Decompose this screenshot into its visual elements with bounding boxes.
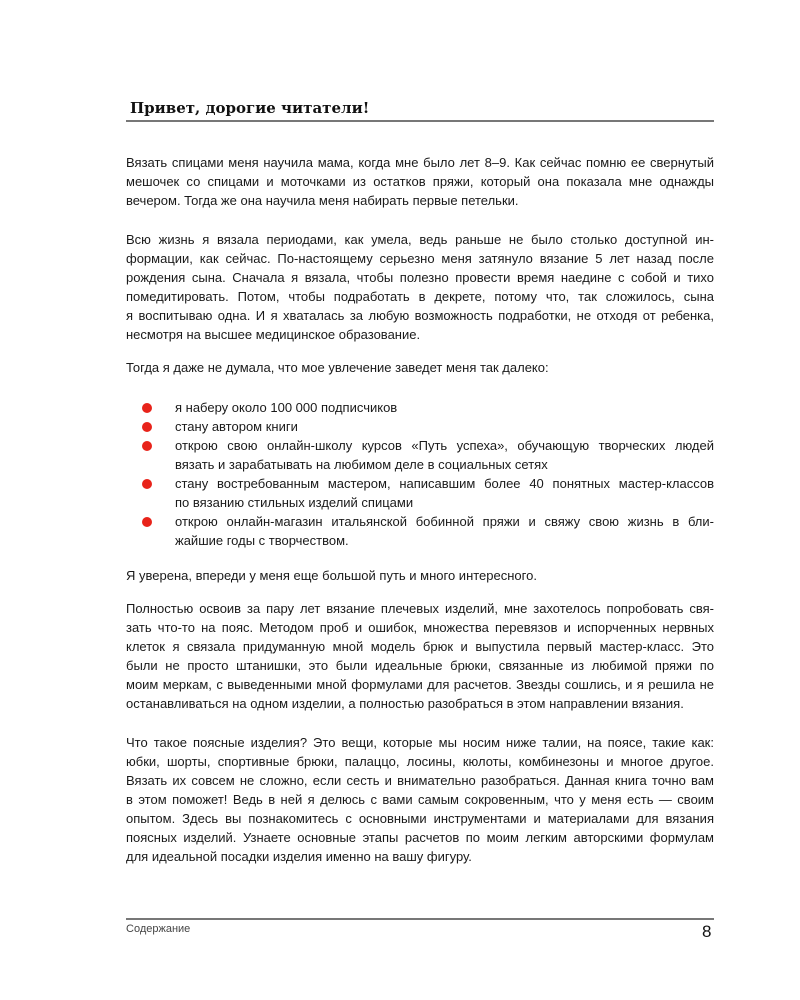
list-item-text: я наберу около 100 000 подписчиков	[175, 400, 398, 415]
list-item	[142, 436, 714, 474]
list-item-text: открою онлайн-магазин итальянской бобинной пряжи и свяжу свою жизнь в бли-	[175, 514, 714, 529]
list-item	[142, 398, 714, 417]
paragraph	[126, 230, 714, 344]
text-line: были не просто штанишки, это были идеальные брюки, связанные из любимой пряжи по	[126, 658, 714, 673]
footer-divider	[126, 918, 714, 920]
bullet-dot-icon	[142, 517, 152, 527]
text-line: помедитировать. Потом, чтобы подработать в декрете, потому что, так сложилось, сына	[126, 289, 714, 304]
text-line: Вязать спицами меня научила мама, когда мне было лет 8–9. Как сейчас помню ее свернутый	[126, 155, 714, 170]
text-line: моим меркам, с выведенными мной формулами для расчетов. Звезды сошлись, и я решила не	[126, 677, 714, 692]
bullet-dot-icon	[142, 479, 152, 489]
list-item-text: вязать и зарабатывать на любимом деле в социальных сетях	[175, 457, 548, 472]
text-line: несмотря на высшее медицинское образование.	[126, 327, 421, 342]
paragraph	[126, 358, 714, 377]
text-line: Я уверена, впереди у меня еще большой путь и много интересного.	[126, 568, 537, 583]
footer-section-link[interactable]: Содержание	[126, 923, 191, 935]
list-item-text: открою свою онлайн-школу курсов «Путь успеха», обучающую творческих людей	[175, 438, 714, 453]
text-line: вечером. Тогда же она научила меня набирать первые петельки.	[126, 193, 519, 208]
text-line: останавливаться на одном изделии, а полностью разобраться в этом направлении вязания.	[126, 696, 684, 711]
text-line: Что такое поясные изделия? Это вещи, которые мы носим ниже талии, на поясе, такие как:	[126, 735, 714, 750]
text-line: мешочек со спицами и моточками из остатков пряжи, который она показала мне однажды	[126, 174, 714, 189]
text-line: формации, как сейчас. По-настоящему серьезно меня затянуло вязание 5 лет назад после	[126, 251, 714, 266]
bullet-dot-icon	[142, 403, 152, 413]
list-item	[142, 512, 714, 550]
bullet-list	[142, 398, 714, 550]
bullet-dot-icon	[142, 441, 152, 451]
bullet-dot-icon	[142, 422, 152, 432]
text-line: клеток я связала придуманную мной модель брюк и выпустила первый мастер-класс. Это	[126, 639, 714, 654]
text-line: я воспитываю одна. И я хваталась за любую возможность подработки, не отходя от ребенка,	[126, 308, 714, 323]
list-item-text: стану востребованным мастером, написавшим более 40 понятных мастер-классов	[175, 476, 714, 491]
text-line: Полностью освоив за пару лет вязание плечевых изделий, мне захотелось попробовать свя-	[126, 601, 714, 616]
paragraph	[126, 599, 714, 713]
text-line: Вязать их совсем не сложно, если сесть и внимательно разобраться. Данная книга точно вам	[126, 773, 714, 788]
page-title: Привет, дорогие читатели!	[130, 99, 370, 117]
text-line: в этом поможет! Ведь в ней я делюсь с вами самым сокровенным, что у меня есть — своим	[126, 792, 714, 807]
text-line: зать что-то на пояс. Методом проб и ошибок, множества перевязов и испорченных нервных	[126, 620, 714, 635]
text-line: Всю жизнь я вязала периодами, как умела, ведь раньше не было столько доступной ин-	[126, 232, 714, 247]
list-item	[142, 474, 714, 512]
text-line: для идеальной посадки изделия именно на вашу фигуру.	[126, 849, 472, 864]
text-line: рождения сына. Сначала я вязала, чтобы полезно провести время наедине с собой и тихо	[126, 270, 714, 285]
title-divider	[126, 120, 714, 122]
list-item-text: по вязанию стильных изделий спицами	[175, 495, 414, 510]
text-line: Тогда я даже не думала, что мое увлечение заведет меня так далеко:	[126, 360, 549, 375]
list-item-text: стану автором книги	[175, 419, 298, 434]
list-item-text: жайшие годы с творчеством.	[175, 533, 349, 548]
text-line: юбки, шорты, спортивные брюки, палаццо, лосины, кюлоты, комбинезоны и многое другое.	[126, 754, 714, 769]
paragraph	[126, 566, 714, 585]
text-line: опытом. Здесь вы познакомитесь с основными инструментами и материалами для вязания	[126, 811, 714, 826]
paragraph	[126, 153, 714, 210]
list-item	[142, 417, 714, 436]
text-line: поясных изделий. Узнаете основные этапы расчетов по моим легким авторскими формулам	[126, 830, 714, 845]
page-number: 8	[702, 922, 712, 941]
paragraph	[126, 733, 714, 866]
